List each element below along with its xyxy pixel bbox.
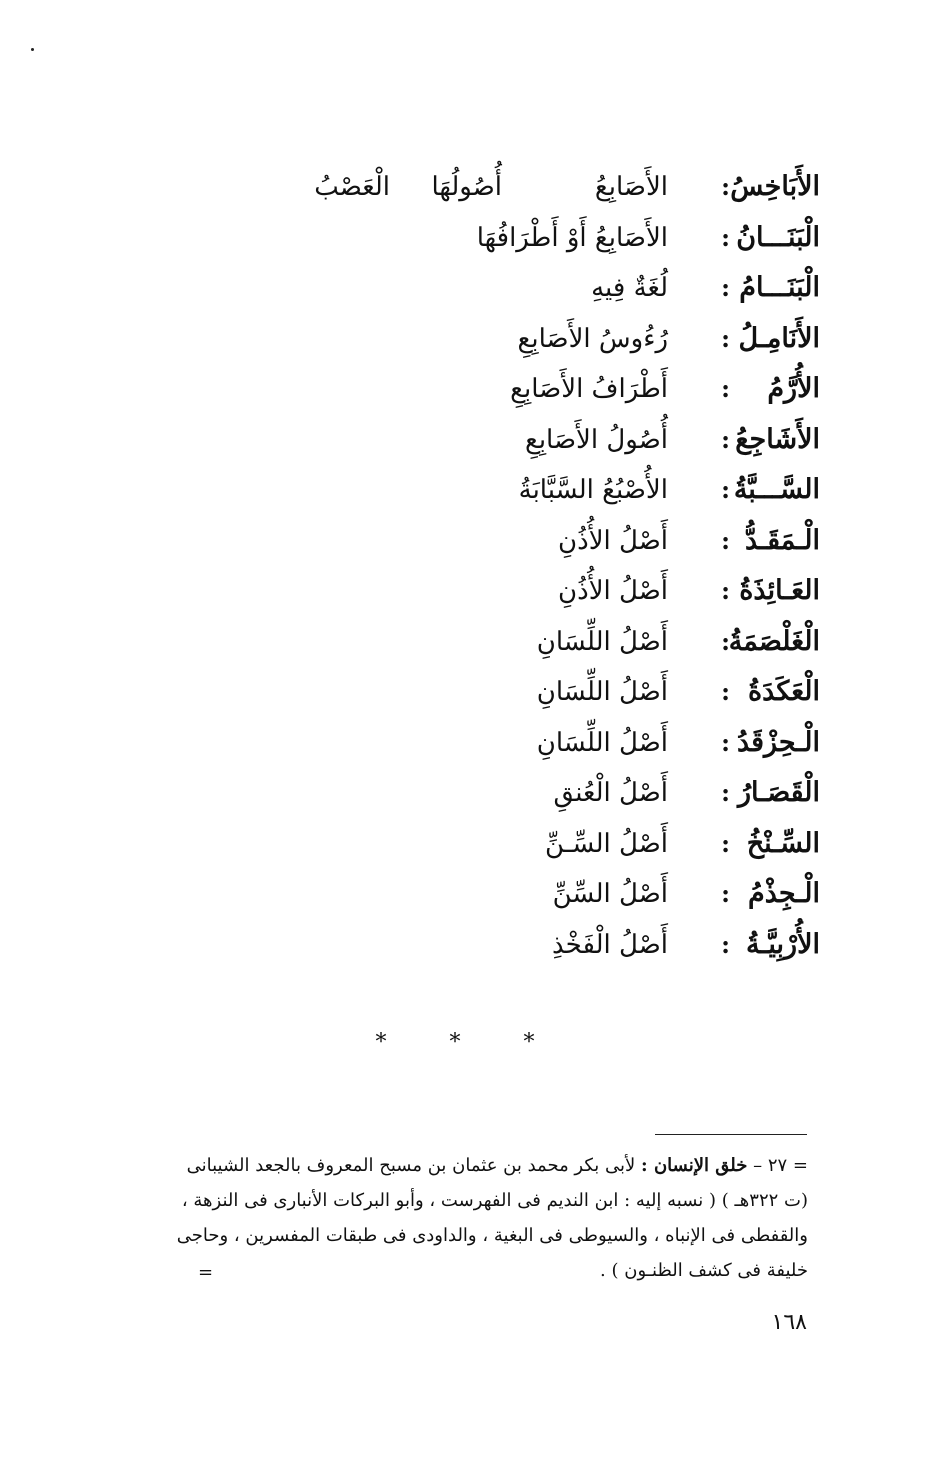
glossary-list bbox=[120, 162, 820, 970]
entry-colon: : bbox=[721, 525, 730, 555]
scan-speck bbox=[31, 48, 34, 51]
footnote bbox=[128, 1148, 808, 1288]
entry-term: الأُرْبِيَّـةُ bbox=[746, 928, 820, 960]
entry-meaning: أَصْلُ الْعُنقِ bbox=[553, 778, 668, 808]
entry-colon: : bbox=[721, 828, 730, 858]
entry-colon: : bbox=[721, 778, 730, 807]
entry-colon: : bbox=[721, 626, 730, 656]
entry-term: الْـمَقَـدُّ bbox=[745, 524, 820, 556]
footnote-marker: = bbox=[792, 1155, 808, 1176]
entry-meaning: أَصْلُ اللِّسَانِ bbox=[536, 626, 668, 657]
glossary-entry bbox=[120, 314, 820, 365]
page-number: ١٦٨ bbox=[771, 1310, 807, 1335]
entry-term: الأَبَاخِسُ bbox=[730, 171, 820, 202]
entry-meaning: أَصْلُ السِّـنِّ bbox=[544, 828, 668, 859]
footnote-title: خلق الإنسان : bbox=[641, 1155, 748, 1176]
entry-meaning: أَصْلُ اللِّسَانِ bbox=[536, 727, 668, 758]
glossary-entry bbox=[120, 617, 820, 668]
entry-meaning: أَصْلُ اللِّسَانِ bbox=[536, 677, 668, 707]
glossary-entry bbox=[120, 566, 820, 617]
entry-meaning: أَصْلُ الْفَخْذِ bbox=[552, 929, 668, 960]
footnote-number: ٢٧ – bbox=[753, 1155, 788, 1176]
entry-extra-meaning: أُصُولُهَا bbox=[431, 172, 502, 202]
entry-colon: : bbox=[721, 677, 730, 706]
continuation-mark: = bbox=[198, 1262, 214, 1283]
entry-meaning: الأَصَابِعُ bbox=[594, 172, 668, 202]
entry-term: العَـائِذَةُ bbox=[739, 575, 820, 606]
entry-meaning: أُصُولُ الأَصَابِعِ bbox=[524, 424, 668, 455]
entry-meaning: الأَصَابِعُ أَوْ أَطْرَافُهَا bbox=[476, 222, 668, 253]
footnote-line: والقفطى فى الإنباه ، والسيوطى فى البغية ، والداودى فى طبقات المفسرين ، وحاجى bbox=[176, 1225, 808, 1246]
glossary-entry bbox=[120, 263, 820, 314]
entry-term: السِّـنْخُ bbox=[746, 827, 820, 859]
footnote-text: لأبى بكر محمد بن عثمان بن مسبح المعروف بالجعد الشيبانى bbox=[186, 1155, 636, 1176]
entry-term: الْبَنَـــامُ bbox=[739, 272, 820, 303]
entry-term: الْـجِذْمُ bbox=[748, 878, 820, 909]
entry-meaning: لُغَةٌ فِيهِ bbox=[591, 273, 668, 303]
footnote-line: خليفة فى كشف الظنـون ) . bbox=[600, 1260, 808, 1281]
entry-meaning: أَصْلُ السِّنِّ bbox=[552, 879, 668, 909]
footnote-line bbox=[128, 1148, 808, 1183]
entry-term: الْبَنَـــانُ bbox=[736, 221, 820, 253]
entry-colon: : bbox=[721, 475, 730, 504]
glossary-entry bbox=[120, 768, 820, 819]
entry-term: الأَنَامِـلُ bbox=[738, 322, 820, 354]
entry-meaning: رُءُوسُ الأَصَابِعِ bbox=[517, 323, 668, 354]
glossary-entry bbox=[120, 415, 820, 466]
footnote-line: (ت ٣٢٢هـ ) ( نسبه إليه : ابن النديم فى الفهرست ، وأبو البركات الأنبارى فى النزهة ، bbox=[181, 1190, 808, 1211]
footnote-rule bbox=[655, 1134, 807, 1135]
entry-colon: : bbox=[721, 424, 730, 454]
entry-colon: : bbox=[721, 323, 730, 353]
entry-colon: : bbox=[721, 879, 730, 908]
entry-colon: : bbox=[721, 374, 730, 403]
glossary-entry bbox=[120, 819, 820, 870]
glossary-entry bbox=[120, 920, 820, 971]
glossary-entry bbox=[120, 465, 820, 516]
glossary-entry bbox=[120, 667, 820, 718]
entry-term: الأَشَاجِعُ bbox=[735, 423, 820, 455]
entry-extra-meaning: الْعَصْبُ bbox=[314, 172, 390, 202]
entry-meaning: أَطْرَافُ الأَصَابِعِ bbox=[510, 374, 668, 404]
entry-meaning: أَصْلُ الأُذُنِ bbox=[558, 576, 668, 606]
entry-colon: : bbox=[721, 576, 730, 605]
glossary-entry bbox=[120, 213, 820, 264]
section-separator: * * * bbox=[375, 1030, 563, 1055]
glossary-entry bbox=[120, 162, 820, 213]
entry-term: الْغَلْصَمَةُ bbox=[728, 625, 820, 657]
entry-colon: : bbox=[721, 273, 730, 302]
entry-colon: : bbox=[721, 222, 730, 252]
glossary-entry bbox=[120, 516, 820, 567]
glossary-entry bbox=[120, 869, 820, 920]
entry-colon: : bbox=[721, 172, 730, 201]
glossary-entry bbox=[120, 364, 820, 415]
entry-colon: : bbox=[721, 727, 730, 757]
entry-term: الْعَكَدَةُ bbox=[748, 676, 820, 707]
glossary-entry bbox=[120, 718, 820, 769]
entry-term: السَّـــبَّةُ bbox=[733, 474, 820, 505]
entry-meaning: الأُصْبُعُ السَّبَّابَةُ bbox=[518, 475, 668, 505]
entry-meaning: أَصْلُ الأُذُنِ bbox=[558, 525, 668, 556]
entry-term: الْقَصَـارُ bbox=[738, 777, 820, 808]
entry-term: الْـحِزْقَدُ bbox=[736, 726, 820, 758]
entry-term: الأُرَّمُ bbox=[767, 373, 820, 404]
entry-colon: : bbox=[721, 929, 730, 959]
